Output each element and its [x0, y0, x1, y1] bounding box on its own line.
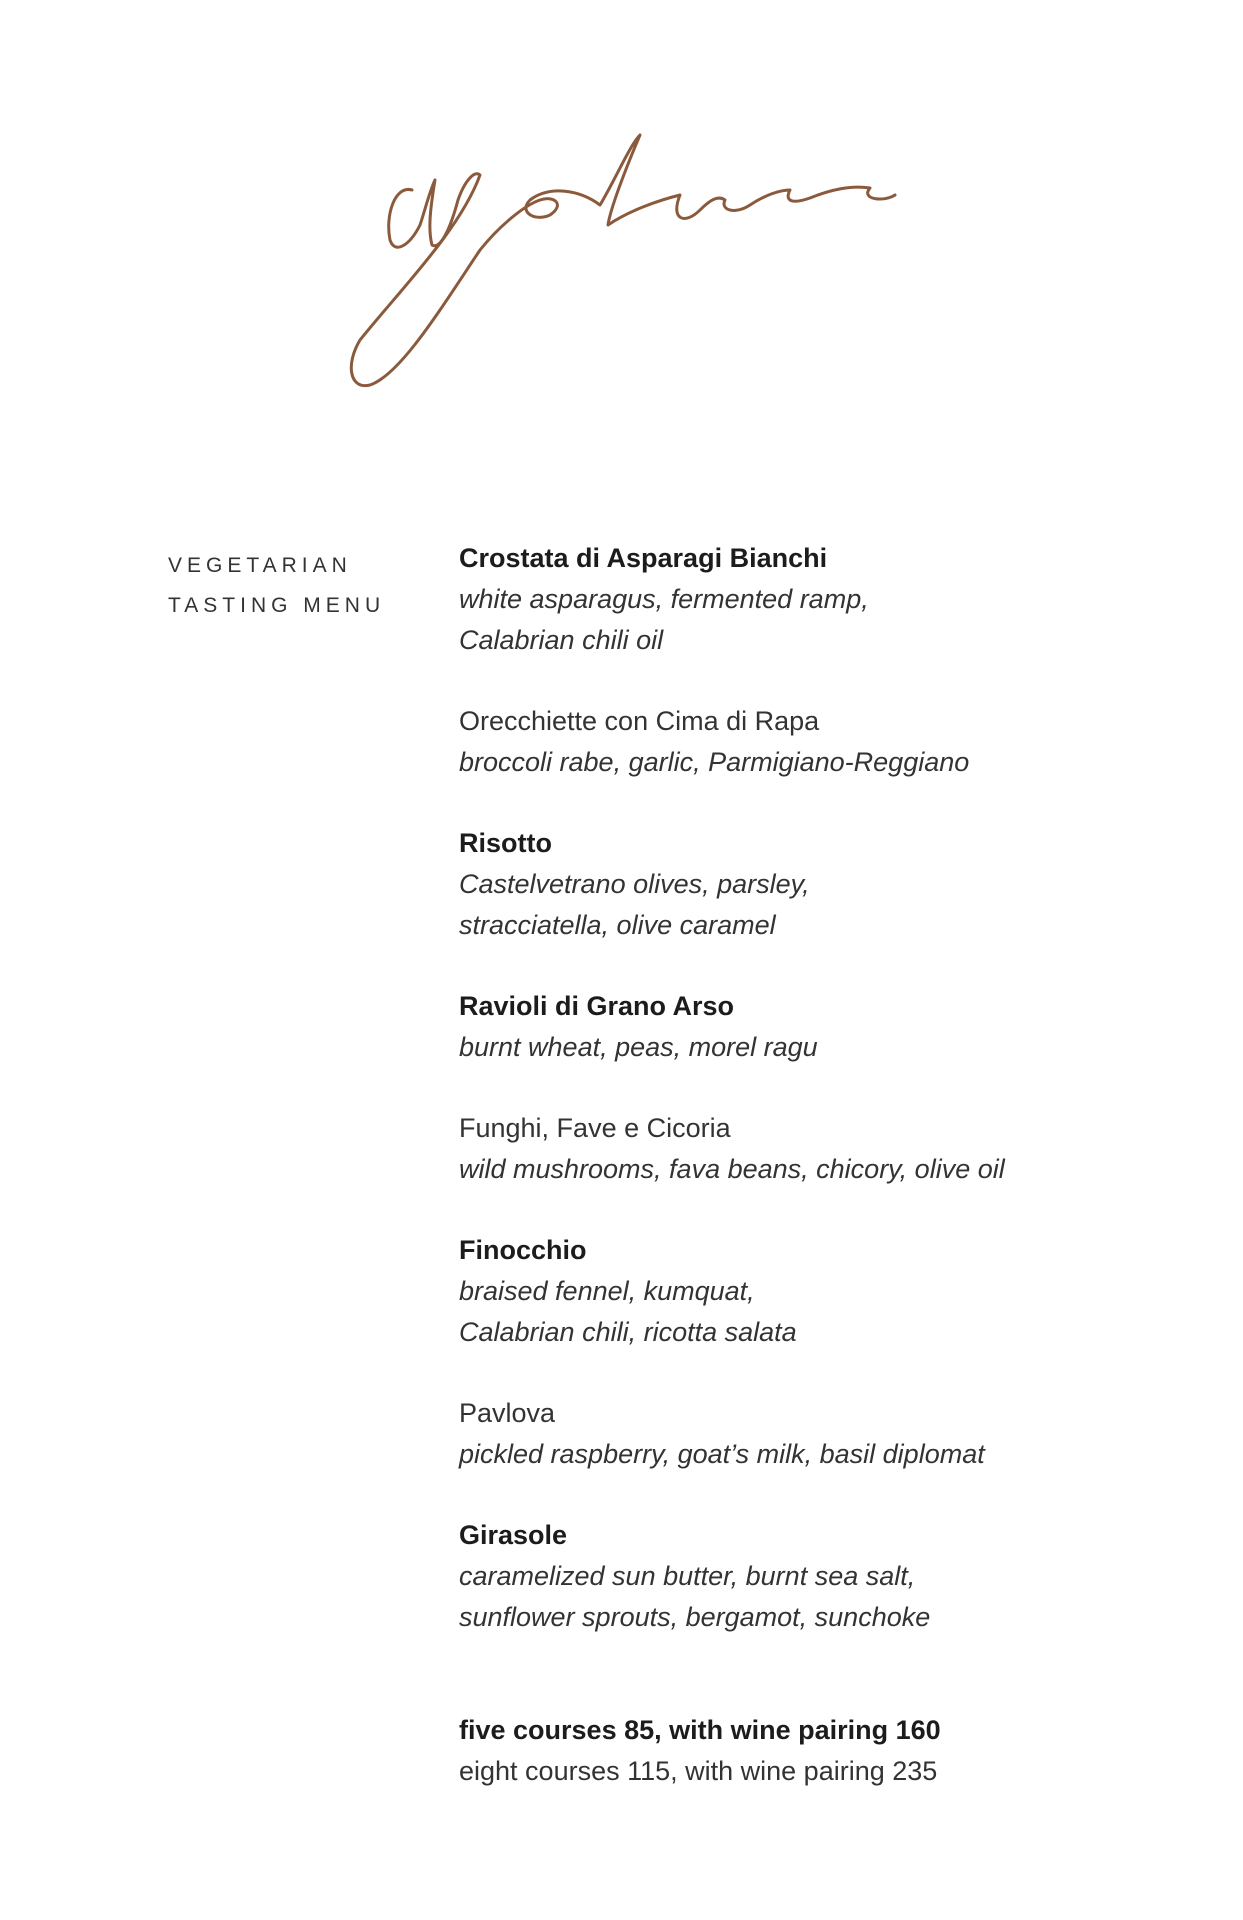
pricing: [459, 1710, 941, 1792]
course-description: sunflower sprouts, bergamot, sunchoke: [459, 1602, 931, 1632]
course-description: burnt wheat, peas, morel ragu: [459, 1032, 818, 1062]
course-description: caramelized sun butter, burnt sea salt,: [459, 1561, 916, 1591]
menu-type-line2: TASTING MENU: [168, 594, 386, 617]
menu-type-label: [168, 546, 385, 626]
pricing-eight-courses: eight courses 115, with wine pairing 235: [459, 1756, 938, 1786]
course-name: Ravioli di Grano Arso: [459, 991, 735, 1021]
course-item: [459, 1393, 1199, 1475]
course-description: Castelvetrano olives, parsley,: [459, 869, 810, 899]
menu-type-line1: VEGETARIAN: [168, 554, 352, 577]
course-description: stracciatella, olive caramel: [459, 910, 776, 940]
course-name: Orecchiette con Cima di Rapa: [459, 706, 820, 736]
pricing-five-courses: five courses 85, with wine pairing 160: [459, 1715, 941, 1745]
course-description: wild mushrooms, fava beans, chicory, olive oil: [459, 1154, 1005, 1184]
course-name: Risotto: [459, 828, 552, 858]
course-item: [459, 1515, 1199, 1638]
course-description: braised fennel, kumquat,: [459, 1276, 755, 1306]
course-description: white asparagus, fermented ramp,: [459, 584, 869, 614]
course-description: Calabrian chili oil: [459, 625, 664, 655]
course-item: [459, 1230, 1199, 1353]
course-item: [459, 1108, 1199, 1190]
course-item: [459, 823, 1199, 946]
course-name: Funghi, Fave e Cicoria: [459, 1113, 731, 1143]
course-item: [459, 986, 1199, 1068]
course-description: broccoli rabe, garlic, Parmigiano-Reggiano: [459, 747, 970, 777]
course-description: Calabrian chili, ricotta salata: [459, 1317, 797, 1347]
yolan-script-logo: [340, 130, 900, 390]
course-name: Pavlova: [459, 1398, 556, 1428]
course-list: [459, 538, 1199, 1678]
yolan-logo: [340, 130, 900, 390]
course-name: Finocchio: [459, 1235, 587, 1265]
course-item: [459, 701, 1199, 783]
course-description: pickled raspberry, goat’s milk, basil diplomat: [459, 1439, 985, 1469]
course-item: [459, 538, 1199, 661]
course-name: Girasole: [459, 1520, 568, 1550]
course-name: Crostata di Asparagi Bianchi: [459, 543, 828, 573]
